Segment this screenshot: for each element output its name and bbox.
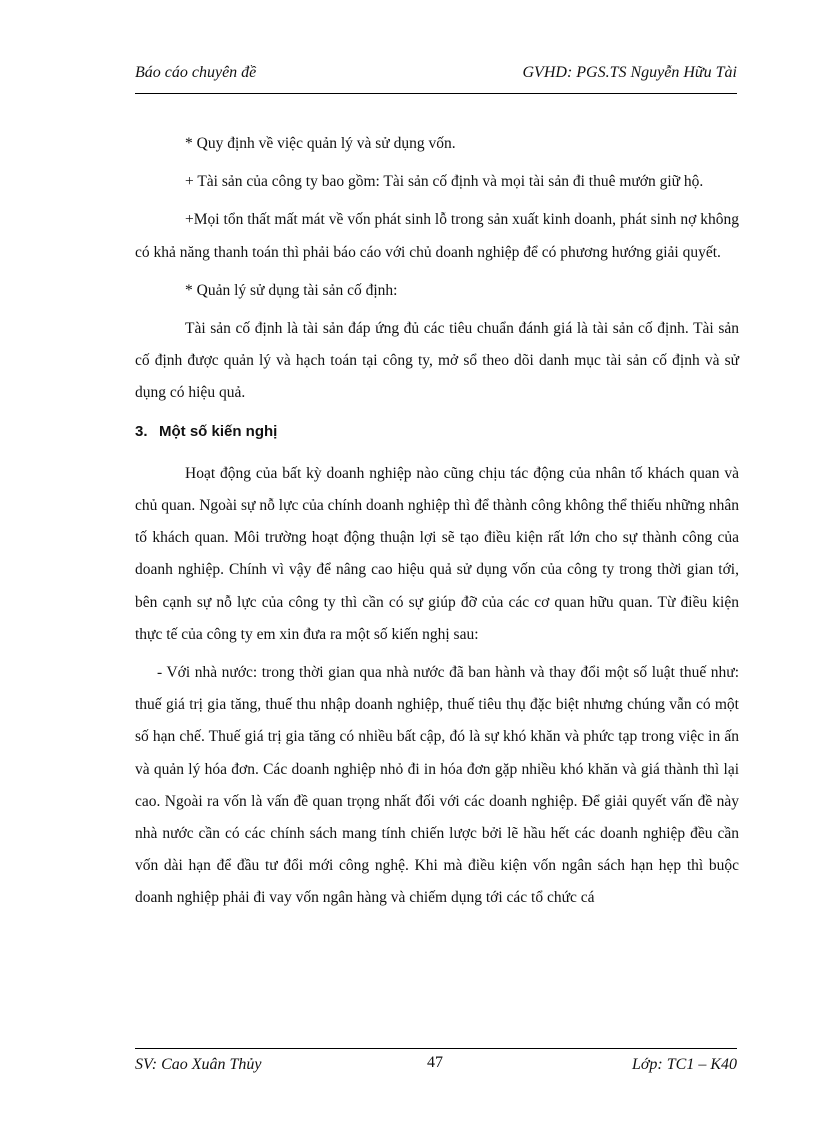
paragraph-state-recommendation: - Với nhà nước: trong thời gian qua nhà nước đã ban hành và thay đổi một số luật thuế như: thuế giá trị gia tăng, thuế thu nhập doanh nghiệp, thuế tiêu thụ đặc biệt nhưng chúng vẫn có một số hạn chế. Thuế giá trị gia tăng có nhiều bất cập, đó là sự khó khăn và phức tạp trong việc in ấn và quản lý hóa đơn. Các doanh nghiệp nhỏ đi in hóa đơn gặp nhiều khó khăn và giá thành thì lại cao. Ngoài ra vốn là vấn đề quan trọng nhất đối với các doanh nghiệp. Để giải quyết vấn đề này nhà nước cần có các chính sách mang tính chiến lược bởi lẽ hầu hết các doanh nghiệp đều cần vốn dài hạn để đầu tư đổi mới công nghệ. Khi mà điều kiện vốn ngân sách hạn hẹp thì buộc doanh nghiệp phải đi vay vốn ngân hàng và chiếm dụng tới các tổ chức cá — [135, 664, 739, 907]
page-header — [135, 64, 737, 88]
header-advisor: GVHD: PGS.TS Nguyễn Hữu Tài — [522, 64, 737, 81]
paragraph-recommendations-intro: Hoạt động của bất kỳ doanh nghiệp nào cũng chịu tác động của nhân tố khách quan và chủ quan. Ngoài sự nỗ lực của chính doanh nghiệp thì để thành công không thể thiếu những nhân tố khách quan. Môi trường hoạt động thuận lợi sẽ tạo điều kiện rất lớn cho sự thành công của doanh nghiệp. Chính vì vậy để nâng cao hiệu quả sử dụng vốn của công ty trong thời gian tới, bên cạnh sự nỗ lực của công ty thì cần có sự giúp đỡ của các cơ quan hữu quan. Từ điều kiện thực tế của công ty em xin đưa ra một số kiến nghị sau: — [135, 464, 739, 643]
page-number: 47 — [427, 1054, 443, 1071]
section-number: 3. — [135, 422, 148, 440]
page-footer — [135, 1054, 737, 1078]
header-divider — [135, 93, 737, 94]
header-report-title: Báo cáo chuyên đề — [135, 64, 257, 81]
paragraph-capital-rules: * Quy định về việc quản lý và sử dụng vốn. — [185, 135, 456, 152]
footer-student: SV: Cao Xuân Thủy — [135, 1056, 262, 1073]
paragraph-fixed-assets: Tài sản cố định là tài sản đáp ứng đủ các tiêu chuẩn đánh giá là tài sản cố định. Tài sản cố định được quản lý và hạch toán tại công ty, mở sổ theo dõi danh mục tài sản cố định và sử dụng có hiệu quả. — [135, 320, 739, 402]
section-title: Một số kiến nghị — [159, 422, 278, 440]
footer-divider — [135, 1048, 737, 1049]
section-heading — [135, 416, 739, 448]
paragraph-fixed-asset-heading: * Quản lý sử dụng tài sản cố định: — [185, 281, 398, 299]
paragraph-company-assets: + Tài sản của công ty bao gồm: Tài sản cố định và mọi tài sản đi thuê mướn giữ hộ. — [185, 173, 704, 191]
footer-class: Lớp: TC1 – K40 — [631, 1056, 737, 1073]
page-body — [135, 128, 739, 921]
paragraph-capital-losses: +Mọi tổn thất mất mát về vốn phát sinh lỗ trong sản xuất kinh doanh, phát sinh nợ không có khả năng thanh toán thì phải báo cáo với chủ doanh nghiệp để có phương hướng giải quyết. — [135, 211, 739, 261]
